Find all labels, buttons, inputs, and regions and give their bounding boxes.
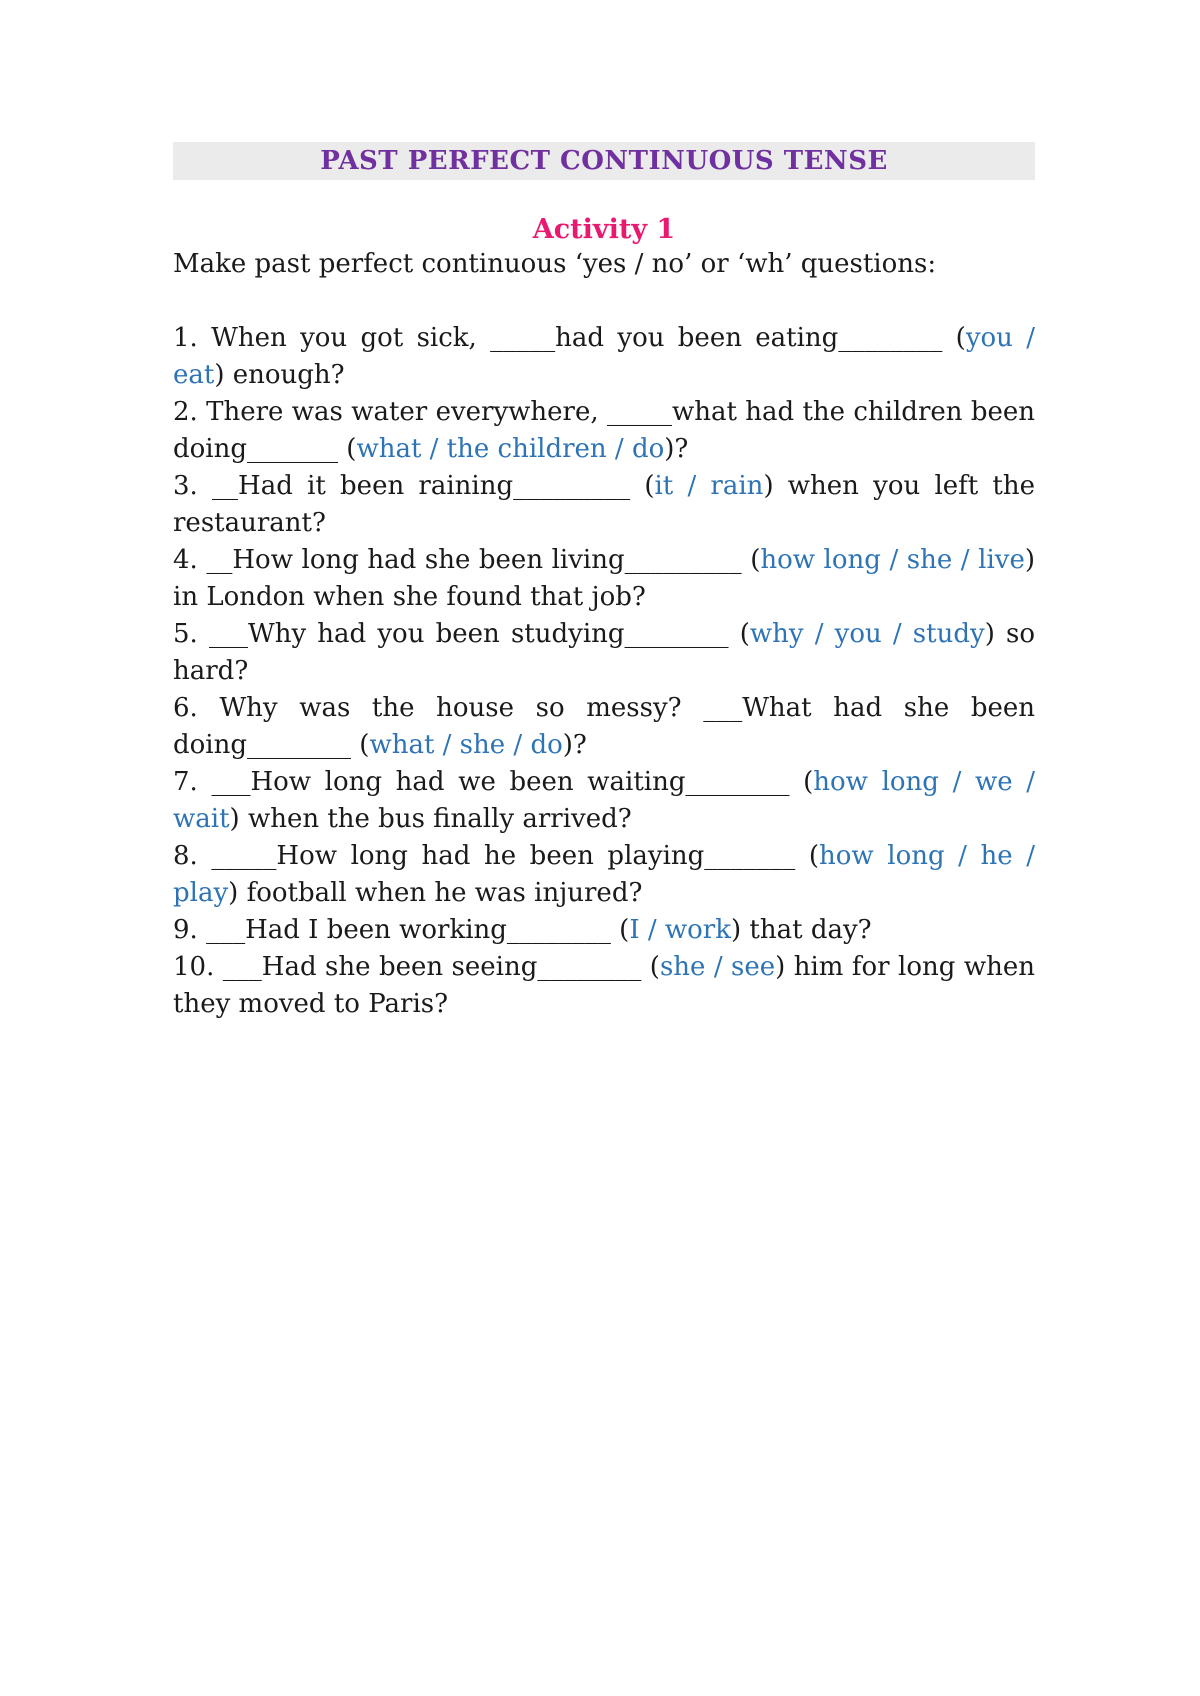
question-number: 1. — [173, 323, 198, 354]
answer-text: _____what had the children been doing_______ — [173, 397, 1036, 465]
question-tail-text: ) that day? — [731, 915, 872, 946]
answer-text: ___How long had we been waiting________ — [211, 767, 790, 798]
page-title: PAST PERFECT CONTINUOUS TENSE — [320, 146, 888, 176]
open-paren: ( — [942, 323, 966, 354]
number-gap — [198, 841, 212, 871]
hint-text: how long / we / wait — [173, 767, 1035, 835]
question-tail-text: ) when you left the restaurant? — [173, 471, 1036, 539]
question-tail-text: ) when the bus finally arrived? — [229, 804, 632, 835]
number-gap — [214, 952, 222, 982]
question-tail-text: ) football when he was injured? — [228, 878, 643, 909]
question-tail-text: )? — [664, 434, 689, 465]
number-gap — [198, 619, 209, 649]
question-list — [173, 320, 1035, 1023]
open-paren: ( — [741, 545, 761, 576]
open-paren: ( — [795, 841, 820, 872]
open-paren: ( — [789, 767, 814, 798]
hint-text: why / you / study — [749, 619, 985, 650]
open-paren: ( — [338, 434, 357, 465]
question-number: 3. — [173, 471, 198, 502]
question-item — [173, 690, 1035, 764]
question-number: 6. — [173, 693, 198, 724]
hint-text: how long / she / live — [760, 545, 1025, 576]
open-paren: ( — [630, 471, 655, 502]
question-number: 2. — [173, 397, 198, 428]
question-tail-text: )? — [562, 730, 587, 761]
answer-text: ___Had she been seeing________ — [222, 952, 642, 983]
question-item — [173, 394, 1035, 468]
question-item — [173, 764, 1035, 838]
question-number: 10. — [173, 952, 215, 983]
hint-text: you / eat — [173, 323, 1035, 391]
number-gap — [198, 693, 220, 723]
hint-text: she / see — [659, 952, 776, 983]
answer-text: __Had it been raining_________ — [212, 471, 631, 502]
question-item — [173, 320, 1035, 394]
question-tail-text: ) in London when she found that job? — [173, 545, 1035, 613]
question-lead-text: There was water everywhere, — [206, 397, 607, 428]
question-number: 9. — [173, 915, 198, 946]
open-paren: ( — [351, 730, 370, 761]
question-item — [173, 616, 1035, 690]
open-paren: ( — [641, 952, 660, 983]
question-lead-text: When you got sick, — [211, 323, 491, 354]
hint-text: I / work — [629, 915, 731, 946]
question-tail-text: ) so hard? — [173, 619, 1035, 687]
answer-text: ___What had she been doing________ — [173, 693, 1035, 761]
answer-text: _____had you been eating________ — [490, 323, 943, 354]
blank-line — [173, 283, 1035, 320]
title-bar — [173, 142, 1035, 180]
question-number: 8. — [173, 841, 198, 872]
number-gap — [198, 397, 206, 427]
answer-text: _____How long had he been playing_______ — [211, 841, 796, 872]
number-gap — [198, 915, 206, 945]
hint-text: what / she / do — [369, 730, 563, 761]
number-gap — [198, 323, 211, 353]
number-gap — [198, 767, 212, 797]
activity-heading: Activity 1 — [532, 214, 676, 245]
question-tail-text: ) him for long when they moved to Paris? — [173, 952, 1035, 1020]
question-item — [173, 468, 1035, 542]
open-paren: ( — [610, 915, 630, 946]
question-number: 4. — [173, 545, 198, 576]
question-number: 5. — [173, 619, 198, 650]
answer-text: __How long had she been living_________ — [206, 545, 742, 576]
answer-text: ___Why had you been studying________ — [208, 619, 729, 650]
question-item — [173, 542, 1035, 616]
question-lead-text: Why was the house so messy? — [219, 693, 704, 724]
question-item — [173, 838, 1035, 912]
open-paren: ( — [728, 619, 750, 650]
question-item — [173, 949, 1035, 1023]
hint-text: it / rain — [654, 471, 764, 502]
question-number: 7. — [173, 767, 198, 798]
hint-text: how long / he / play — [173, 841, 1035, 909]
answer-text: ___Had I been working________ — [206, 915, 611, 946]
question-item — [173, 912, 1035, 949]
question-tail-text: ) enough? — [214, 360, 345, 391]
number-gap — [198, 471, 212, 501]
hint-text: what / the children / do — [356, 434, 665, 465]
instruction-text: Make past perfect continuous ‘yes / no’ or ‘wh’ questions: — [173, 249, 937, 280]
worksheet-page — [173, 142, 1035, 1023]
